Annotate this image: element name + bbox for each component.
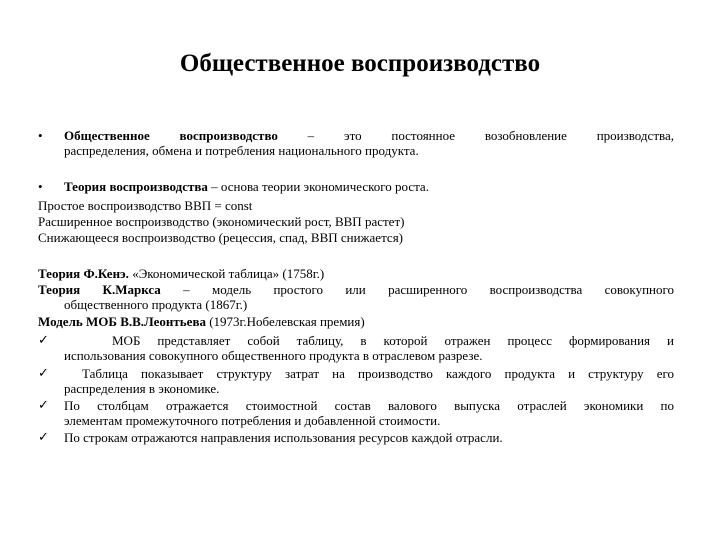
definition-line2: распределения, обмена и потребления национального продукта. bbox=[64, 143, 419, 158]
term-reproduction-theory: Теория воспроизводства bbox=[64, 179, 208, 194]
bullet-marker: • bbox=[38, 179, 43, 194]
theory-text: – основа теории экономического роста. bbox=[207, 179, 429, 194]
checkmark-icon: ✓ bbox=[38, 398, 49, 413]
check-item: ✓ МОБ представляет собой таблицу, в которой отражен процесс формирования и использования совокупного общественного продукта в отраслевом разрезе. bbox=[38, 333, 674, 363]
leontief-line: Модель МОБ В.В.Леонтьева (1973г.Нобелевская премия) bbox=[38, 314, 365, 329]
bullet-definition bbox=[38, 128, 674, 158]
page-title: Общественное воспроизводство bbox=[179, 50, 541, 77]
checkmark-icon: ✓ bbox=[38, 366, 49, 381]
definition-text: – это постоянное возобновление производства, bbox=[277, 128, 674, 143]
type-declining: Снижающееся воспроизводство (рецессия, спад, ВВП снижается) bbox=[38, 230, 403, 245]
check-item: ✓ По строкам отражаются направления использования ресурсов каждой отрасли. bbox=[38, 430, 503, 445]
checkmark-icon: ✓ bbox=[38, 333, 49, 348]
bullet-theory bbox=[38, 179, 674, 194]
term-quesnay: Теория Ф.Кенэ. bbox=[38, 266, 129, 281]
check-item: ✓ Таблица показывает структуру затрат на производство каждого продукта и структуру его распределения в экономике. bbox=[38, 366, 674, 396]
checkmark-icon: ✓ bbox=[38, 430, 49, 445]
type-simple: Простое воспроизводство ВВП = const bbox=[38, 198, 253, 213]
quesnay-line: Теория Ф.Кенэ. «Экономической таблица» (1758г.) bbox=[38, 266, 325, 281]
type-extended: Расширенное воспроизводство (экономический рост, ВВП растет) bbox=[38, 214, 405, 229]
term-social-reproduction: Общественное воспроизводство bbox=[64, 128, 278, 143]
check-item: ✓ По столбцам отражается стоимостной состав валового выпуска отраслей экономики по элементам промежуточного потребления и добавленной стоимости. bbox=[38, 398, 674, 428]
bullet-marker: • bbox=[38, 128, 43, 143]
marx-line2: общественного продукта (1867г.) bbox=[64, 297, 248, 312]
term-marx: Теория К.Маркса bbox=[38, 282, 161, 297]
marx-paragraph: Теория К.Маркса – модель простого или расширенного воспроизводства совокупного общественного продукта (1867г.) bbox=[38, 282, 674, 312]
term-leontief: Модель МОБ В.В.Леонтьева bbox=[38, 314, 206, 329]
